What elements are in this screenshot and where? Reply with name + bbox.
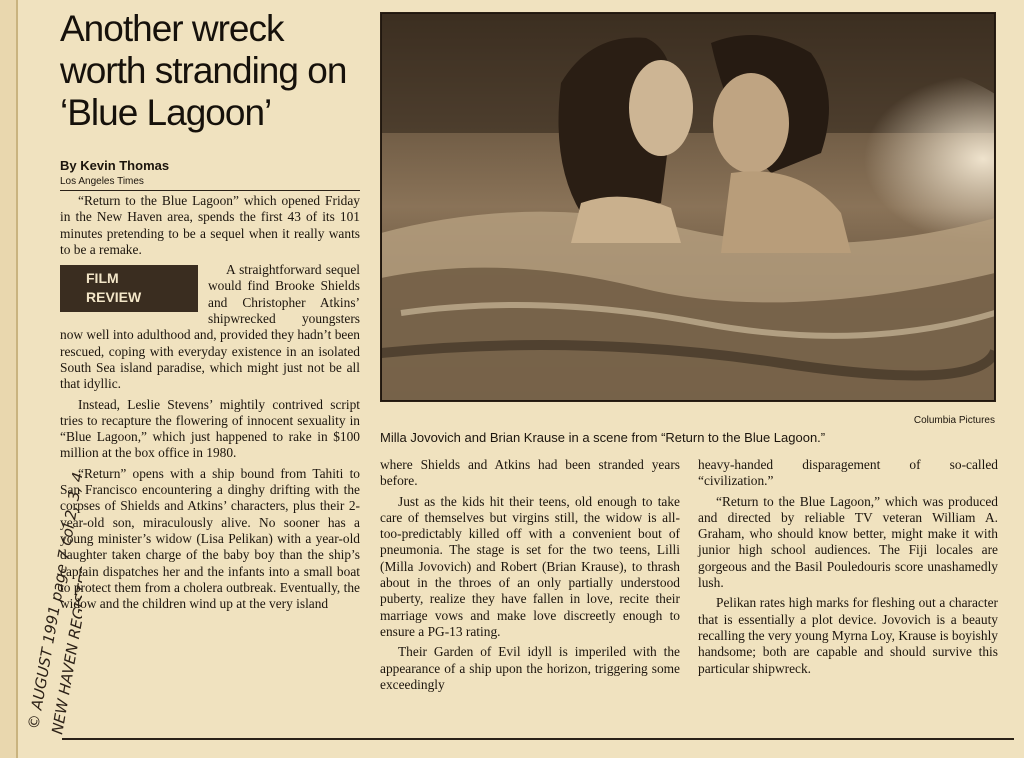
- movie-still-photo: [380, 12, 996, 402]
- headline: Another wreck worth stranding on ‘Blue Lagoon’: [60, 8, 347, 133]
- handwritten-note-svg: [22, 380, 82, 740]
- handwritten-source-note: [22, 380, 82, 740]
- paragraph-7: “Return to the Blue Lagoon,” which was produced and directed by reliable TV veteran William A. Graham, who should know better, might make it with junior high school audiences. The Fiji locales are gorgeous and the Basil Pouledouris score unashamedly lush.: [698, 493, 998, 591]
- paragraph-2-text: A straightforward sequel would find Brooke Shields and Christopher Atkins’ shipwrecked youngsters now well into adulthood and, provided they hadn’t been rescued, coping with everyday existence in an isolated South Sea island paradise, which might just not be all that idyllic.: [60, 262, 360, 392]
- photo-credit: Columbia Pictures: [913, 415, 995, 426]
- badge-line-2: REVIEW: [86, 289, 142, 306]
- photo-caption: Milla Jovovich and Brian Krause in a scene from “Return to the Blue Lagoon.”: [380, 430, 826, 445]
- paragraph-4: “Return” opens with a ship bound from Tahiti to San Francisco encountering a dinghy drifting with the corpses of Shields and Atkins’ characters, plus their 2-year-old son, miraculously alive. No sooner has a young minister’s widow (Lisa Pelikan) with a year-old daughter taken charge of the baby boy than the ship’s captain dispatches her and the infants into a small boat to protect them from a cholera outbreak. Eventually, the widow and the children wind up at the very island: [60, 465, 360, 612]
- paragraph-3: Instead, Leslie Stevens’ mightily contrived script tries to recapture the flowering of innocent sexuality in “Blue Lagoon,” which just happened to rake in $100 million at the box office in 1980.: [60, 396, 360, 461]
- paragraph-4-continued: where Shields and Atkins had been stranded years before.: [380, 457, 680, 489]
- paragraph-2: [60, 262, 360, 392]
- handwritten-note-line-1: © AUGUST 1991 page 7 col 2, 3, 4: [24, 470, 82, 731]
- article-column-2: [380, 457, 680, 697]
- affiliation: Los Angeles Times: [60, 176, 144, 187]
- handwritten-note-line-2: NEW HAVEN REGISTER, CONN: [48, 510, 82, 736]
- bottom-rule: [62, 738, 1014, 740]
- paragraph-6-continued: heavy-handed disparagement of so-called “civilization.”: [698, 457, 998, 489]
- paragraph-1: “Return to the Blue Lagoon” which opened Friday in the New Haven area, spends the first 43 of its 101 minutes pretending to be a sequel when it really wants to be a remake.: [60, 193, 360, 257]
- byline: By Kevin Thomas: [60, 158, 170, 173]
- movie-still-image: [381, 13, 995, 401]
- badge-line-1: FILM: [86, 270, 119, 287]
- byline-rule: [60, 190, 360, 191]
- article-column-3: [698, 457, 998, 681]
- paragraph-5: Just as the kids hit their teens, old enough to take care of themselves but virgins still, the widow is all-too-predictably killed off with a convenient bout of pneumonia. The stage is set for the two teens, Lilli (Milla Jovovich) and Robert (Brian Krause), to thrash about in the throes of an only partially understood puberty, realize they have fallen in love, recite their marriage vows and make love discreetly enough to ensure a PG-13 rating.: [380, 493, 680, 639]
- film-review-badge: [60, 265, 198, 312]
- paragraph-8: Pelikan rates high marks for fleshing out a character that is essentially a plot device. Jovovich is a beauty recalling the very young Myrna Loy, Krause is boyishly handsome; both are capable and should survive this particular shipwreck.: [698, 595, 998, 676]
- paragraph-6: Their Garden of Evil idyll is imperiled with the appearance of a ship upon the horizon, triggering some exceedingly: [380, 644, 680, 692]
- article-column-1: [60, 193, 360, 616]
